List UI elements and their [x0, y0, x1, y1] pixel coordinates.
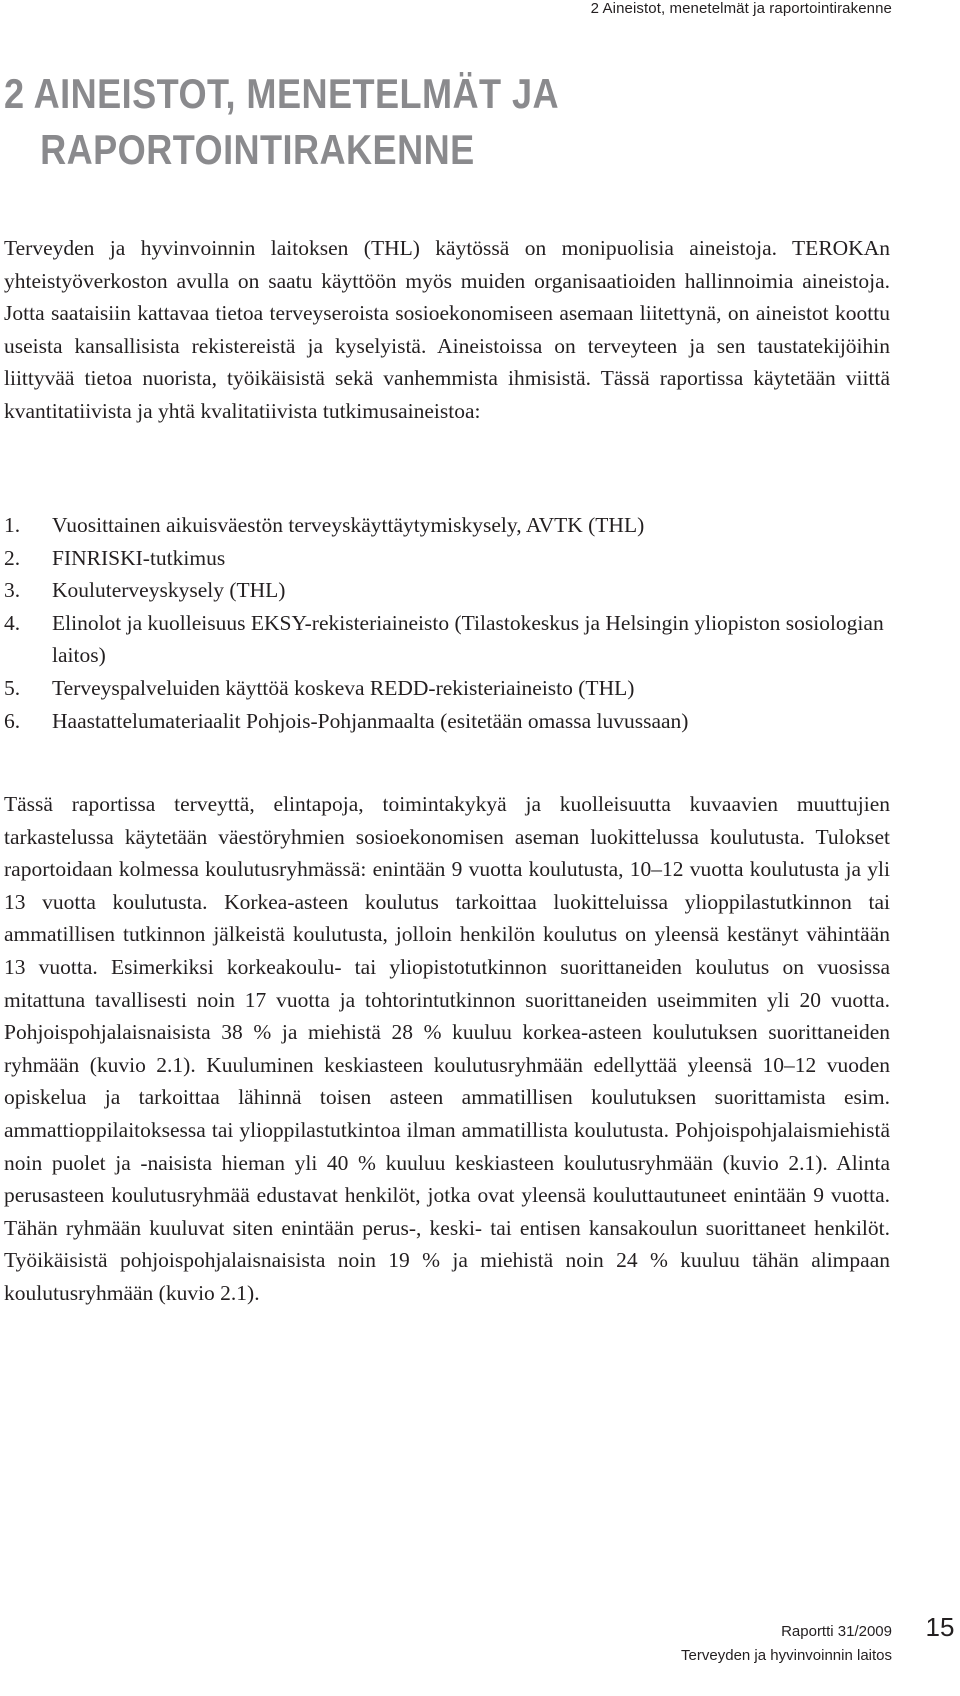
list-item-text: FINRISKI-tutkimus	[52, 545, 226, 570]
list-item	[4, 509, 890, 542]
footer-report: Raportti 31/2009	[781, 1623, 892, 1640]
list-item-number: 2.	[4, 545, 21, 570]
list-item-text: Vuosittainen aikuisväestön terveyskäyttäytymiskysely, AVTK (THL)	[52, 513, 645, 537]
education-paragraph: Tässä raportissa terveyttä, elintapoja, toimintakykyä ja kuolleisuutta kuvaavien muuttujien tarkastelussa käytetään väestöryhmien sosioekonomisen aseman luokittelussa koulutusta. Tulokset raportoidaan kolmessa koulutusryhmässä: enintään 9 vuotta koulutusta, 10–12 vuotta koulutusta ja yli 13 vuotta koulutusta. Korkea-asteen koulutus tarkoittaa luokitteluissa ylioppilastutkinnon tai ammatillisen tutkinnon jälkeistä koulutusta, jolloin henkilön koulutus on yleensä kestänyt vähintään 13 vuotta. Esimerkiksi korkeakoulu- tai yliopistotutkinnon suorittaneiden koulutus on vuosissa mitattuna tavallisesti noin 17 vuotta ja tohtorintutkinnon suorittaneiden useimmiten yli 20 vuotta. Pohjoispohjalaisnaisista 38 % ja miehistä 28 % kuuluu korkea-asteen koulutuksen suorittaneiden ryhmään (kuvio 2.1). Kuuluminen keskiasteen koulutusryhmään edellyttää yleensä 10–12 vuoden opiskelua ja tarkoittaa lähinnä toisen asteen ammatillisen koulutuksen suorittamista esim. ammattioppilaitoksessa tai ylioppilastutkintoa ilman ammatillista koulutusta. Pohjoispohjalaismiehistä noin puolet ja -naisista hieman yli 40 % kuuluu keskiasteen koulutusryhmään (kuvio 2.1). Alinta perusasteen koulutusryhmää edustavat henkilöt, jotka ovat yleensä kouluttautuneet enintään 9 vuotta. Tähän ryhmään kuuluvat siten enintään perus-, keski- tai entisen kansakoulun suorittaneet henkilöt. Työikäisistä pohjoispohjalaisnaisista noin 19 % ja miehistä noin 24 % kuuluu tähän alimpaan koulutusryhmään (kuvio 2.1).	[4, 792, 890, 1305]
list-item	[4, 607, 890, 672]
list-item-text: Kouluterveyskysely (THL)	[52, 578, 286, 603]
page-number: 15	[925, 1612, 955, 1642]
list-item-number: 6.	[4, 708, 21, 733]
list-item-number: 1.	[4, 513, 21, 537]
running-header: 2 Aineistot, menetelmät ja raportointirakenne	[590, 0, 892, 17]
list-item-text: Terveyspalveluiden käyttöä koskeva REDD-rekisteriaineisto (THL)	[52, 675, 635, 700]
intro-paragraph: Terveyden ja hyvinvoinnin laitoksen (THL) käytössä on monipuolisia aineistoja. TEROKAn yhteistyöverkoston avulla on saatu käyttöön myös muiden organisaatioiden hallinnoimia aineistoja. Jotta saataisiin kattavaa tietoa terveyseroista sosioekonomiseen asemaan liitettynä, on aineistot koottu useista kansallisista rekistereistä ja kyselyistä. Aineistoissa on terveyteen ja sen taustatekijöihin liittyvää tietoa nuorista, työikäisistä sekä vanhemmista ihmisistä. Tässä raportissa käytetään viittä kvantitatiivista ja yhtä kvalitatiivista tutkimusaineistoa:	[4, 236, 890, 423]
list-item	[4, 705, 890, 738]
list-item	[4, 672, 890, 705]
list-item-text: Haastattelumateriaalit Pohjois-Pohjanmaalta (esitetään omassa luvussaan)	[52, 708, 689, 733]
list-item-number: 4.	[4, 610, 21, 635]
chapter-title	[4, 66, 559, 178]
source-list	[4, 509, 890, 737]
chapter-title-line-2: RAPORTOINTIRAKENNE	[40, 126, 475, 173]
list-item-number: 5.	[4, 675, 21, 700]
list-item	[4, 542, 890, 575]
list-item-text: Elinolot ja kuolleisuus EKSY-rekisteriaineisto (Tilastokeskus ja Helsingin yliopiston sosiologian laitos)	[52, 610, 884, 668]
footer	[681, 1620, 892, 1668]
list-item-number: 3.	[4, 578, 21, 603]
chapter-title-line-1: 2 AINEISTOT, MENETELMÄT JA	[4, 70, 560, 117]
list-item	[4, 574, 890, 607]
footer-publisher: Terveyden ja hyvinvoinnin laitos	[681, 1647, 892, 1664]
